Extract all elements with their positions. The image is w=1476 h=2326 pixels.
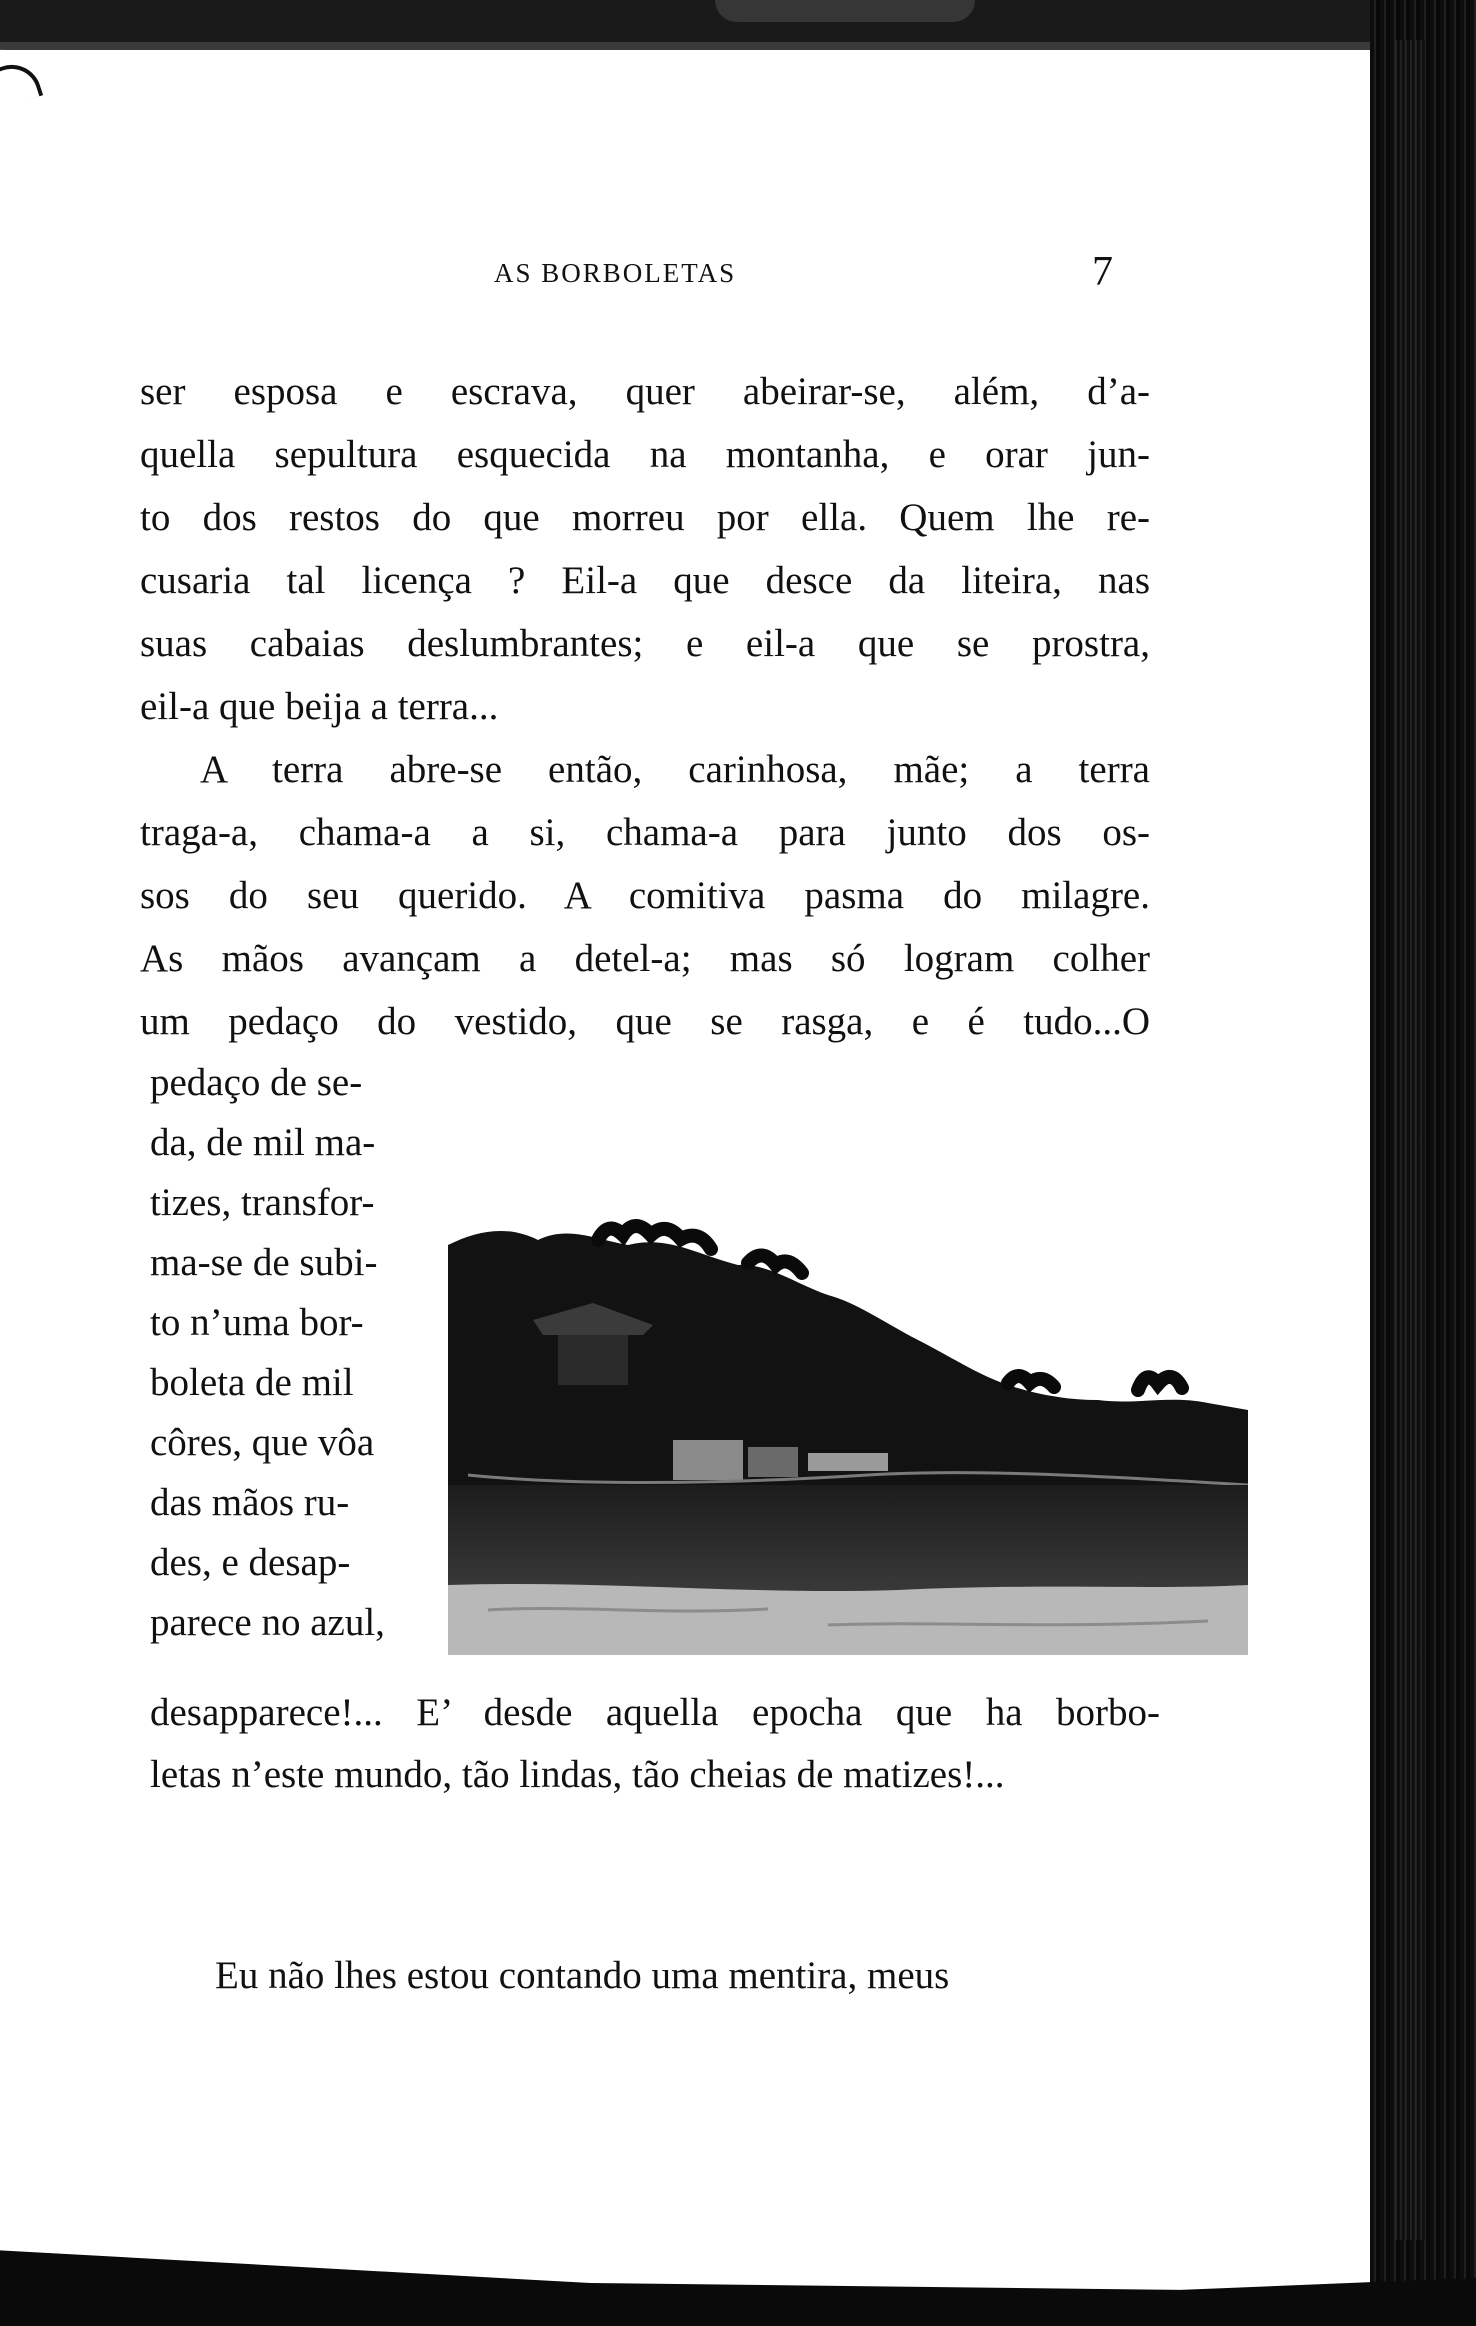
ground-area: [448, 1485, 1248, 1595]
text-line: pedaço de se-: [150, 1061, 363, 1104]
building-light: [748, 1447, 798, 1477]
wrapped-text-column: [150, 1053, 450, 1653]
text-line: to n’uma bor-: [150, 1301, 364, 1344]
landscape-illustration: [448, 1185, 1248, 1655]
text-line: sos do seu querido. A comitiva pasma do milagre.: [140, 874, 1150, 917]
paragraph-2: [140, 738, 1150, 1053]
running-title: AS BORBOLETAS: [494, 258, 737, 288]
building-light: [808, 1453, 888, 1471]
text-line: to dos restos do que morreu por ella. Quem lhe re-: [140, 496, 1150, 539]
hillside-landscape-image: [448, 1185, 1248, 1655]
text-line: ser esposa e escrava, quer abeirar-se, além, d’a-: [140, 370, 1150, 413]
text-line: des, e desap-: [150, 1541, 351, 1584]
continuation-text: [150, 1682, 1160, 1806]
text-line: desapparece!... E’ desde aquella epocha que ha borbo-: [150, 1691, 1160, 1734]
text-line: traga-a, chama-a a si, chama-a para junto dos os-: [140, 811, 1150, 854]
paragraph-1: [140, 360, 1150, 738]
page-curl: [0, 57, 43, 107]
text-line: letas n’este mundo, tão lindas, tão cheias de matizes!...: [150, 1753, 1005, 1796]
text-line: boleta de mil: [150, 1361, 354, 1404]
text-line: A terra abre-se então, carinhosa, mãe; a terra: [200, 748, 1150, 791]
text-line: suas cabaias deslumbrantes; e eil-a que se prostra,: [140, 622, 1150, 665]
water-strip: [448, 1584, 1248, 1655]
scan-mark: [715, 0, 975, 22]
book-fore-edge-pages: [1395, 40, 1425, 2240]
text-line: das mãos ru-: [150, 1481, 350, 1524]
text-line: quella sepultura esquecida na montanha, e orar jun-: [140, 433, 1150, 476]
text-line: da, de mil ma-: [150, 1121, 376, 1164]
house-wall: [558, 1335, 628, 1385]
text-line: cusaria tal licença ? Eil-a que desce da liteira, nas: [140, 559, 1150, 602]
text-line: parece no azul,: [150, 1601, 385, 1644]
page-number: 7: [1092, 249, 1113, 295]
text-line: eil-a que beija a terra...: [140, 685, 499, 728]
text-line: tizes, transfor-: [150, 1181, 375, 1224]
text-line: As mãos avançam a detel-a; mas só logram colher: [140, 937, 1150, 980]
building-light: [673, 1440, 743, 1480]
final-text-line: Eu não lhes estou contando uma mentira, meus: [215, 1954, 950, 1997]
page-bottom-edge: [0, 2240, 1476, 2326]
text-line: um pedaço do vestido, que se rasga, e é tudo...O: [140, 1000, 1150, 1043]
text-line: ma-se de subi-: [150, 1241, 378, 1284]
text-line: côres, que vôa: [150, 1421, 375, 1464]
